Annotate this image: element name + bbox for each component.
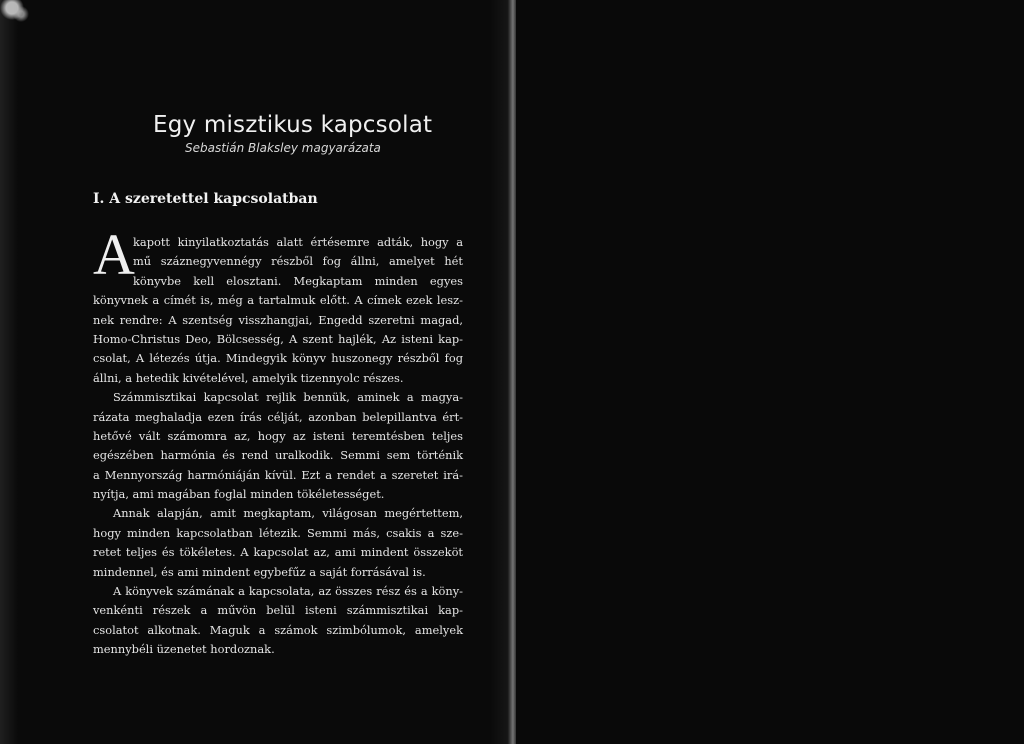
text-line: kapott kinyilatkoztatás alatt értésemre adták, hogy a (133, 235, 463, 249)
drop-cap-left: A (93, 222, 135, 287)
text-line: könyvbe kell elosztani. Megkaptam minden egyes (133, 273, 463, 288)
text-line: nek rendre: A szentség visszhangjai, Engedd szeretni magad, (93, 312, 463, 327)
text-line: retet teljes és tökéletes. A kapcsolat az, ami mindent összeköt (93, 545, 463, 560)
body-text-left (93, 233, 463, 660)
scan-artifact (0, 0, 60, 40)
text-line: csolat, A létezés útja. Mindegyik könyv huszonegy részből fog (93, 351, 463, 366)
text-line: hogy minden kapcsolatban létezik. Semmi más, csakis a sze- (93, 525, 463, 540)
text-line: a Mennyország harmóniáján kívül. Ezt a rendet a szeretet irá- (93, 467, 463, 482)
text-line: egészében harmónia és rend uralkodik. Semmi sem történik (93, 448, 463, 463)
text-line: mindennel, és ami mindent egybefűz a saját forrásával is. (93, 564, 426, 579)
text-line: rázata meghaladja ezen írás célját, azonban belepillantva ért- (93, 409, 463, 424)
text-line: nyítja, ami magában foglal minden tökéletességet. (93, 487, 385, 502)
text-line: mű száznegyvennégy részből fog állni, amelyet hét (133, 254, 463, 269)
text-line: Homo-Christus Deo, Bölcsesség, A szent hajlék, Az isteni kap- (93, 331, 463, 346)
chapter-title: Egy misztikus kapcsolat (153, 112, 433, 138)
chapter-subtitle: Sebastián Blaksley magyarázata (185, 141, 381, 155)
text-line: A könyvek számának a kapcsolata, az összes rész és a köny- (113, 584, 463, 599)
left-page (0, 0, 508, 744)
text-line: csolatot alkotnak. Maguk a számok szimbólumok, amelyek (93, 622, 463, 637)
text-line: Annak alapján, amit megkaptam, világosan megértettem, (113, 506, 463, 521)
text-line: könyvnek a címét is, még a tartalmuk előtt. A címek ezek lesz- (93, 293, 463, 308)
page-edge-shadow (0, 0, 18, 744)
text-line: Számmisztikai kapcsolat rejlik bennük, aminek a magya- (113, 390, 463, 405)
text-line: állni, a hetedik kivételével, amelyik tizennyolc részes. (93, 370, 404, 385)
right-page (516, 0, 1024, 744)
text-line: venkénti részek a művön belül isteni számmisztikai kap- (93, 603, 463, 618)
text-line: mennybéli üzenetet hordoznak. (93, 642, 275, 657)
section-heading-left: I. A szeretettel kapcsolatban (93, 191, 318, 207)
text-line: hetővé vált számomra az, hogy az isteni teremtésben teljes (93, 428, 463, 443)
